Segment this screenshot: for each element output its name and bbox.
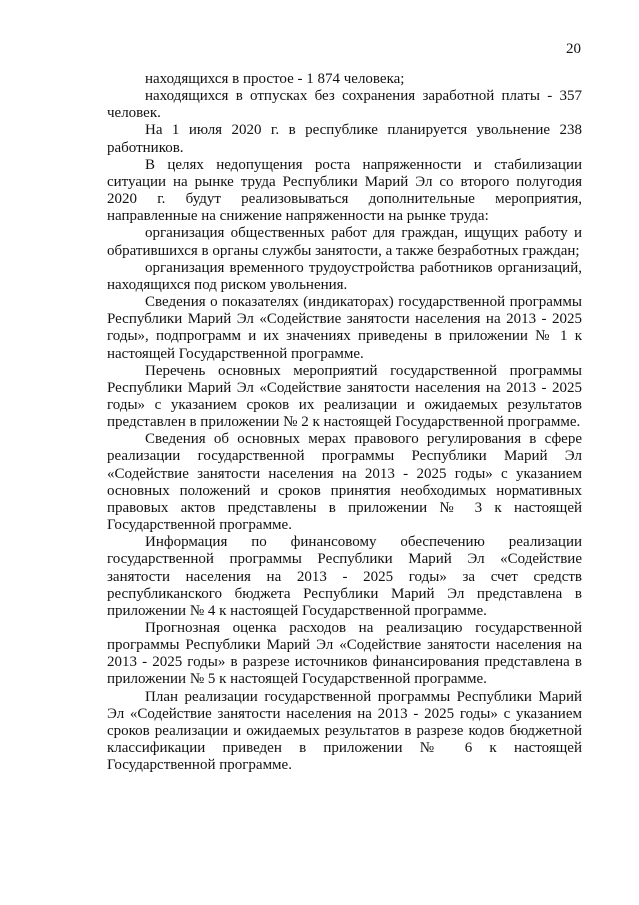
paragraph: На 1 июля 2020 г. в республике планируется увольнение 238 работников. [107,122,582,156]
paragraph: Перечень основных мероприятий государственной программы Республики Марий Эл «Содействие занятости населения на 2013 - 2025 годы» с указанием сроков их реализации и ожидаемых результатов представлен в приложении № 2 к настоящей Государственной программе. [107,362,582,431]
paragraph: организация временного трудоустройства работников организаций, находящихся под риском увольнения. [107,259,582,293]
document-body [107,71,582,774]
paragraph: Сведения о показателях (индикаторах) государственной программы Республики Марий Эл «Содействие занятости населения на 2013 - 2025 годы», подпрограмм и их значениях приведены в приложении № 1 к настоящей Государственной программе. [107,294,582,362]
paragraph: находящихся в отпусках без сохранения заработной платы - 357 человек. [107,88,582,122]
paragraph: План реализации государственной программы Республики Марий Эл «Содействие занятости населения на 2013 - 2025 годы» с указанием сроков реализации и ожидаемых результатов в разрезе кодов бюджетной классификации приведен в приложении № 6 к настоящей Государственной программе. [107,688,582,774]
paragraph: В целях недопущения роста напряженности и стабилизации ситуации на рынке труда Республики Марий Эл со второго полугодия 2020 г. будут реализовываться дополнительные мероприятия, направленные на снижение напряженности на рынке труда: [107,156,582,225]
paragraph: находящихся в простое - 1 874 человека; [145,71,405,87]
paragraph: Сведения об основных мерах правового регулирования в сфере реализации государственной программы Республики Марий Эл «Содействие занятости населения на 2013 - 2025 годы» с указанием основных положений и сроков принятия необходимых нормативных правовых актов представлены в приложении № 3 к настоящей Государственной программе. [107,431,582,534]
page-number: 20 [566,41,581,57]
paragraph: организация общественных работ для граждан, ищущих работу и обратившихся в органы службы занятости, а также безработных граждан; [107,225,582,259]
paragraph: Прогнозная оценка расходов на реализацию государственной программы Республики Марий Эл «Содействие занятости населения на 2013 - 2025 годы» в разрезе источников финансирования представлена в приложении № 5 к настоящей Государственной программе. [107,620,582,688]
paragraph: Информация по финансовому обеспечению реализации государственной программы Республики Марий Эл «Содействие занятости населения на 2013 - 2025 годы» за счет средств республиканского бюджета Республики Марий Эл представлена в приложении № 4 к настоящей Государственной программе. [107,534,582,619]
